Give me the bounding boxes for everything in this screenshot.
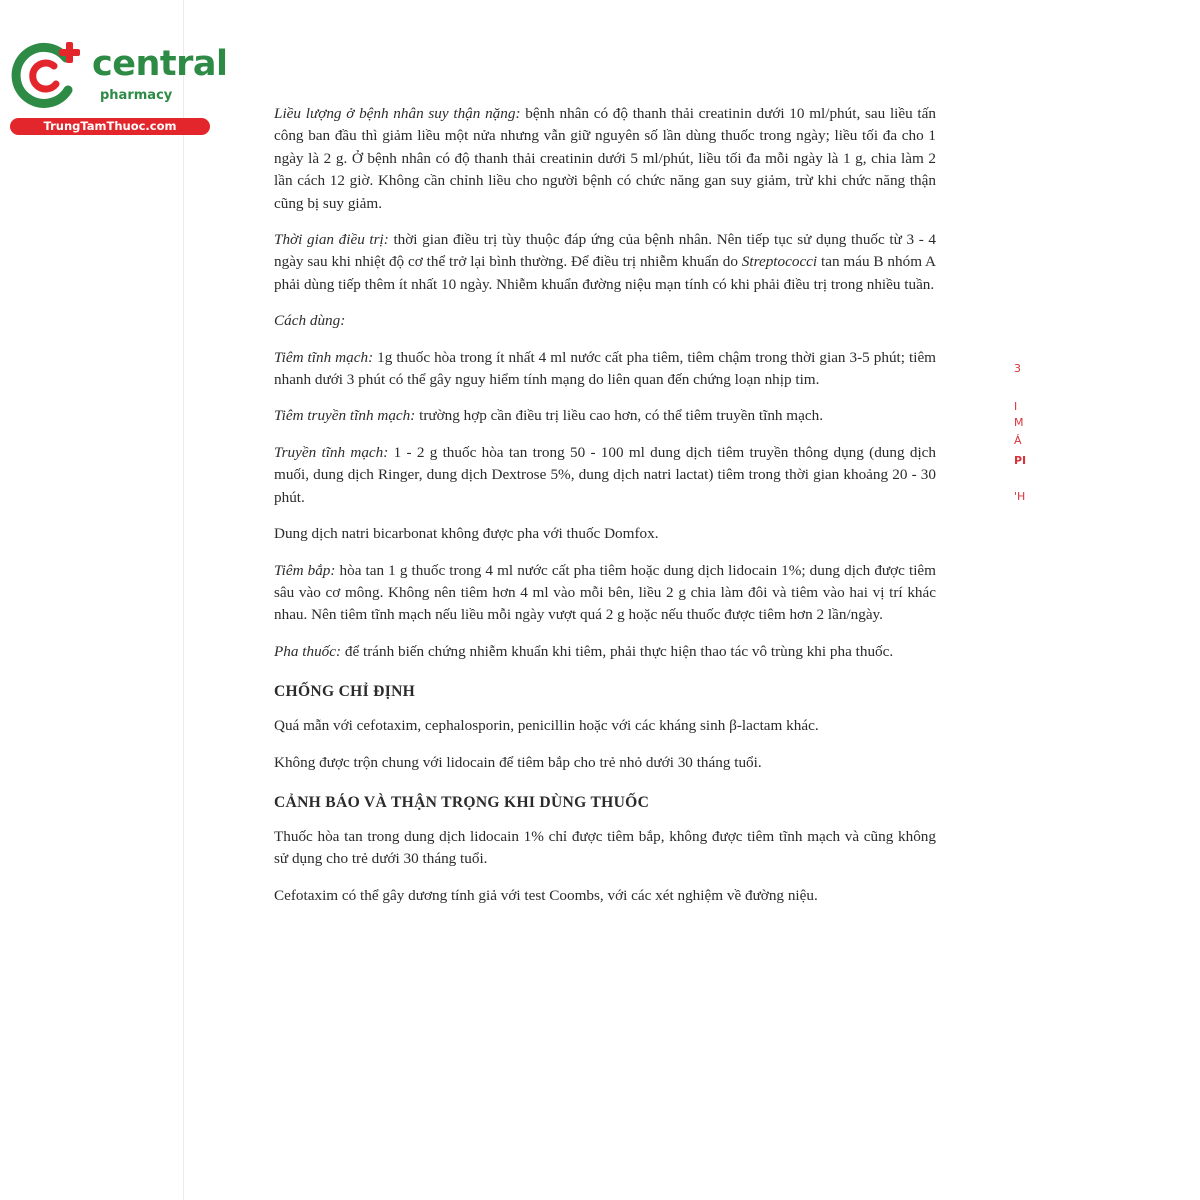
term-label: Thời gian điều trị: xyxy=(274,231,389,249)
paragraph-text: bệnh nhân có độ thanh thải creatinin dưới 10 ml/phút, sau liều tấn công ban đầu thì giảm liều một nửa nhưng vẫn giữ nguyên số lần dùng thuốc trong ngày; liều tối đa cho 1 ngày là 2 g. Ở bệnh nhân có độ thanh thải creatinin dưới 5 ml/phút, liều tối đa mỗi ngày là 1 g, chia làm 2 lần cách 12 giờ. Không cần chỉnh liều cho người bệnh có chức năng gan suy giảm, trừ khi chức năng thận cũng bị suy giảm. xyxy=(274,105,936,212)
term-label: Cách dùng: xyxy=(274,312,346,330)
paragraph-duration xyxy=(274,229,936,296)
bleed-mark: PI xyxy=(1014,454,1027,467)
paragraph-iv-infusion xyxy=(274,405,936,427)
paragraph-bicarbonate: Dung dịch natri bicarbonat không được pha với thuốc Domfox. xyxy=(274,525,659,543)
bleed-mark: I xyxy=(1014,400,1018,413)
paragraph-text: 1 - 2 g thuốc hòa tan trong 50 - 100 ml dung dịch tiêm truyền thông dụng (dung dịch muối, dung dịch Ringer, dung dịch Dextrose 5%, dung dịch natri lactat) tiêm trong thời gian khoảng 20 - 30 phút. xyxy=(274,443,937,506)
paragraph-iv-injection xyxy=(274,347,936,392)
logo-mark-icon xyxy=(10,38,90,110)
paragraph-text: 1g thuốc hòa trong ít nhất 4 ml nước cất pha tiêm, tiêm chậm trong thời gian 3-5 phút; tiêm nhanh dưới 3 phút có thể gây nguy hiểm tính mạng do liên quan đến chứng loạn nhịp tim. xyxy=(274,348,936,389)
leaflet-content xyxy=(274,103,936,921)
bleed-marks xyxy=(1014,362,1028,522)
paragraph-text: tan máu B nhóm A phải dùng tiếp thêm ít nhất 10 ngày. Nhiễm khuẩn đường niệu mạn tính có khi phải điều trị trong nhiều tuần. xyxy=(274,253,936,293)
bleed-mark: M xyxy=(1014,416,1024,429)
logo-brand-name: central xyxy=(92,44,228,84)
organism-name: Streptococci xyxy=(741,253,818,271)
term-label: Tiêm bắp: xyxy=(274,561,336,579)
paragraph-dosage-renal xyxy=(274,103,936,215)
bleed-mark: 3 xyxy=(1014,362,1021,375)
logo-subtitle: pharmacy xyxy=(100,88,173,103)
term-label: Pha thuốc: xyxy=(274,642,342,660)
paragraph-administration-label xyxy=(274,310,936,332)
term-label: Tiêm tĩnh mạch: xyxy=(274,348,374,366)
bleed-mark: 'H xyxy=(1014,490,1026,503)
paragraph-text: thời gian điều trị tùy thuộc đáp ứng của bệnh nhân. Nên tiếp tục sử dụng thuốc từ 3 - 4 ngày sau khi nhiệt độ cơ thể trở lại bình thường. Để điều trị nhiễm khuẩn do xyxy=(274,231,937,271)
contraindication-paragraph: Quá mẫn với cefotaxim, cephalosporin, penicillin hoặc với các kháng sinh β-lactam khác. xyxy=(274,717,819,735)
paragraph-text: để tránh biến chứng nhiễm khuẩn khi tiêm, phải thực hiện thao tác vô trùng khi pha thuốc. xyxy=(341,642,894,660)
paragraph-preparation xyxy=(274,641,936,663)
paragraph-text: hòa tan 1 g thuốc trong 4 ml nước cất pha tiêm hoặc dung dịch lidocain 1%; dung dịch được tiêm sâu vào cơ mông. Không nên tiêm hơn 4 ml vào mỗi bên, liều 2 g chia làm đôi và tiêm vào hai vị trí khác nhau. Nên tiêm tĩnh mạch nếu liều mỗi ngày vượt quá 2 g hoặc nếu thuốc được tiêm hơn 2 lần/ngày. xyxy=(274,561,936,624)
warning-paragraph: Thuốc hòa tan trong dung dịch lidocain 1% chỉ được tiêm bắp, không được tiêm tĩnh mạch và cũng không sử dụng cho trẻ dưới 30 tháng tuổi. xyxy=(274,827,936,868)
term-label: Liều lượng ở bệnh nhân suy thận nặng: xyxy=(274,105,521,122)
pharmacy-logo[interactable] xyxy=(10,38,228,138)
page-edge-line xyxy=(183,0,184,1200)
warning-paragraph: Cefotaxim có thể gây dương tính giả với test Coombs, với các xét nghiệm về đường niệu. xyxy=(274,886,818,904)
contraindication-paragraph: Không được trộn chung với lidocain để tiêm bắp cho trẻ nhỏ dưới 30 tháng tuổi. xyxy=(274,753,762,771)
paragraph-infusion xyxy=(274,442,936,509)
logo-website[interactable]: TrungTamThuoc.com xyxy=(10,118,210,135)
warnings-heading: CẢNH BÁO VÀ THẬN TRỌNG KHI DÙNG THUỐC xyxy=(274,793,650,811)
term-label: Truyền tĩnh mạch: xyxy=(274,443,389,461)
bleed-mark: Á xyxy=(1014,434,1022,447)
contraindications-heading: CHỐNG CHỈ ĐỊNH xyxy=(274,683,416,701)
term-label: Tiêm truyền tĩnh mạch: xyxy=(274,407,416,425)
paragraph-im-injection xyxy=(274,560,936,627)
paragraph-text: trường hợp cần điều trị liều cao hơn, có thể tiêm truyền tĩnh mạch. xyxy=(415,407,823,425)
